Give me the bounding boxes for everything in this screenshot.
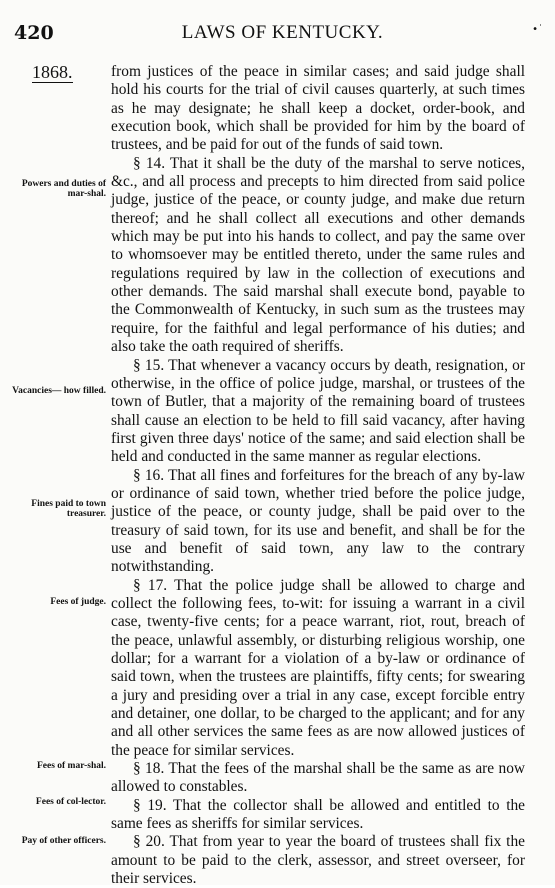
margin-note-marshal-fees: Fees of mar-shal. bbox=[36, 761, 106, 771]
body-text bbox=[111, 63, 525, 888]
paragraph-intro: from justices of the peace in similar cases; and said judge shall hold his courts for the trial of civil causes quarterly, at such times as he may designate; he shall keep a docket, order-book, and execution book, which shall be provided for him by the board of trustees, and be paid for out of the funds of said town. bbox=[111, 63, 525, 154]
section-17: § 17. That the police judge shall be allowed to charge and collect the following fees, to-wit: for issuing a warrant in a civil case, twenty-five cents; for a peace warrant, riot, rout, breach of the peace, unlawful assembly, or disturbing religious worship, one dollar; for a warrant for a violation of a by-law or ordinance of said town, when the trustees are plaintiffs, fifty cents; for swearing a jury and presiding over a trial in any case, except forcible entry and detainer, one dollar, to be charged to the applicant; and for any and all other services the same fees as are now allowed justices of the peace for similar services. bbox=[111, 576, 525, 759]
section-20: § 20. That from year to year the board of trustees shall fix the amount to be paid to the clerk, assessor, and street overseer, for their services. bbox=[111, 833, 525, 888]
section-14: § 14. That it shall be the duty of the marshal to serve notices, &c., and all process and precepts to him directed from said police judge, justice of the peace, or county judge, and make due return thereof; and he shall collect all executions and other demands which may be put into his hands to collect, and pay the same over to whomsoever may be entitled thereto, under the same rules and regulations required by law in the collection of executions and other demands. The said marshal shall execute bond, payable to the Commonwealth of Kentucky, in such sum as the trustees may require, for the faithful and legal performance of his duties; and also take the oath required of sheriffs. bbox=[111, 154, 525, 356]
corner-mark: •˙ bbox=[532, 24, 543, 35]
section-15: § 15. That whenever a vacancy occurs by death, resignation, or otherwise, in the office of police judge, marshal, or trustees of the town of Butler, that a majority of the remaining board of trustees shall cause an election to be held to fill said vacancy, after having first given three days' notice of the same; and said election shall be held and conducted in the same manner as regular elections. bbox=[111, 356, 525, 466]
margin-note-judge-fees: Fees of judge. bbox=[50, 597, 106, 607]
running-title: LAWS OF KENTUCKY. bbox=[181, 22, 384, 43]
margin-note-vacancies: Vacancies— how filled. bbox=[12, 386, 106, 396]
section-19: § 19. That the collector shall be allowed and entitled to the same fees as sheriffs for similar services. bbox=[111, 796, 525, 833]
page-number: 420 bbox=[14, 22, 54, 44]
section-18: § 18. That the fees of the marshal shall be the same as are now allowed to constables. bbox=[111, 760, 525, 796]
page-header bbox=[0, 22, 555, 48]
margin-note-fines: Fines paid to town treasurer. bbox=[31, 499, 106, 519]
section-16: § 16. That all fines and forfeitures for the breach of any by-law or ordinance of said town, whether tried before the police judge, justice of the peace, or county judge, shall be paid over to the treasury of said town, for its use and benefit, and shall be for the use and benefit of said town, any law to the contrary notwithstanding. bbox=[111, 466, 525, 576]
margin-note-other-officers: Pay of other officers. bbox=[21, 836, 106, 846]
margin-note-collector-fees: Fees of col-lector. bbox=[35, 797, 106, 807]
margin-note-marshal-duties: Powers and duties of mar-shal. bbox=[21, 179, 106, 199]
year-marker: 1868. bbox=[32, 62, 73, 82]
